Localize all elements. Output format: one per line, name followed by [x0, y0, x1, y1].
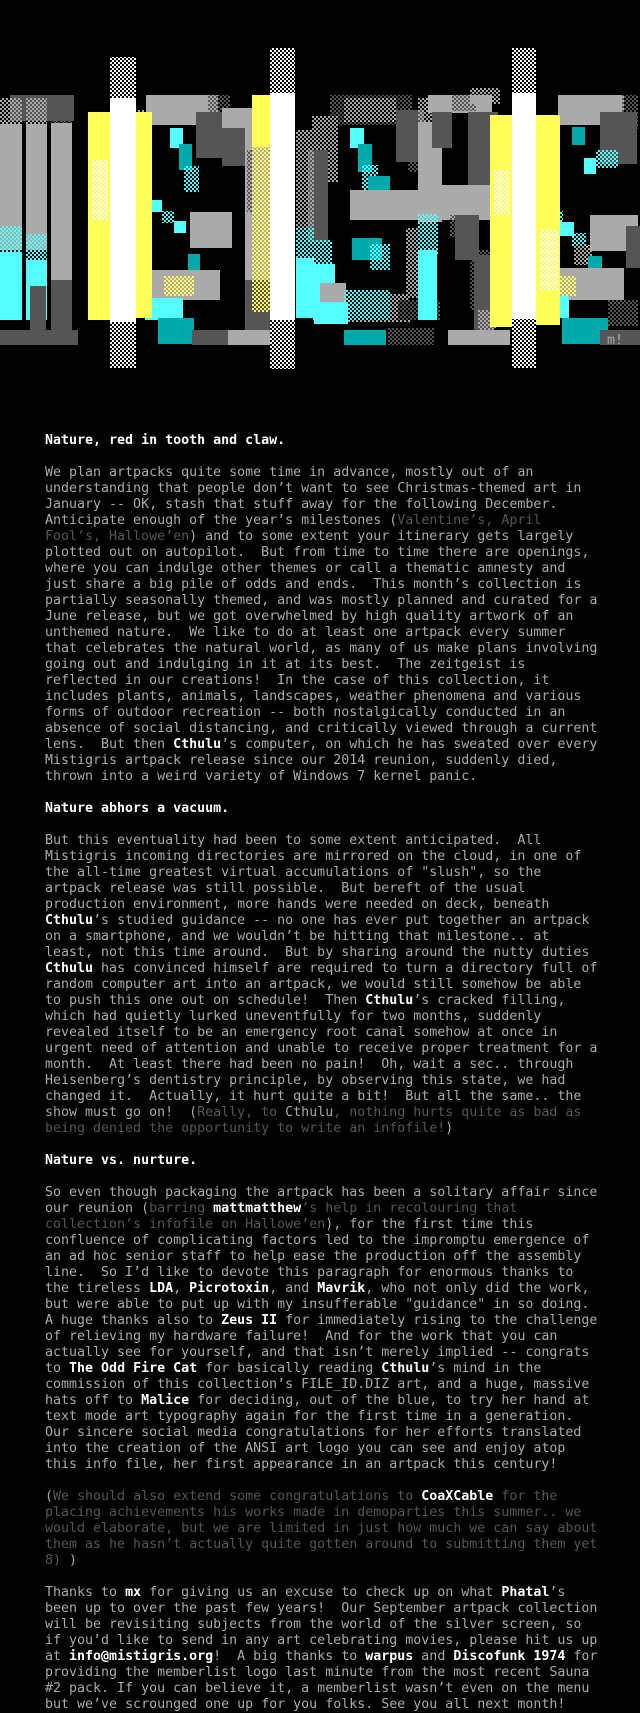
text-line: this info file, her first appearance in an artpack this century! [45, 1457, 558, 1472]
text-line: would elaborate, but we are limited in just how much we can say about [45, 1521, 598, 1536]
text-line: plotted out on autopilot. But from time to time there are openings, [45, 545, 590, 560]
text-line: placing achievements his works made in demoparties this summer.. we [45, 1505, 582, 1520]
text-line: into the creation of the ANSI art logo you can see and enjoy atop [45, 1441, 566, 1456]
blank-line [45, 1569, 640, 1585]
text-line: our reunion (barring mattmatthew’s help in recolouring that [45, 1201, 518, 1216]
text-line: January -- OK, stash that stuff away for the following December. [45, 497, 558, 512]
text-line: thrown into a weird variety of Windows 7 kernel panic. [45, 769, 478, 784]
text-line: Cthulu’s studied guidance -- no one has ever put together an artpack [45, 913, 590, 928]
text-line: artpack release was still possible. But bereft of the usual [45, 881, 526, 896]
text-line: absence of social distancing, and critically viewed through a current [45, 721, 598, 736]
text-line: where you can indulge other themes or call a thematic amnesty and [45, 561, 566, 576]
text-line: will be revisiting subjects from the world of the silver screen, so [45, 1617, 582, 1632]
text-line: production environment, more hands were needed on deck, beneath [45, 897, 550, 912]
text-line: Heisenberg’s dentistry principle, by observing this state, we had [45, 1073, 566, 1088]
text-line: just share a big pile of odds and ends. This month’s collection is [45, 577, 582, 592]
text-line: Nature vs. nurture. [45, 1153, 198, 1168]
text-line: month. At least there had been no pain! Oh, wait a sec.. through [45, 1057, 574, 1072]
text-line: line. So I’d like to devote this paragraph for enormous thanks to [45, 1265, 574, 1280]
text-line: Cthulu has convinced himself are required to turn a directory full of [45, 961, 598, 976]
text-line: to The Odd Fire Cat for basically reading Cthulu’s mind in the [45, 1361, 542, 1376]
text-line: actually see for yourself, and that isn’t merely implied -- congrats [45, 1345, 590, 1360]
infofile-text [45, 433, 640, 1713]
blank-line [45, 785, 640, 801]
text-line: providing the memberlist logo last minute from the most recent Sauna [45, 1665, 590, 1680]
text-line: Mistigris incoming directories are mirrored on the cloud, in one of [45, 849, 582, 864]
text-line: least, not this time around. But by sharing around the nutty duties [45, 945, 590, 960]
text-line: A huge thanks also to Zeus II for immediately rising to the challenge [45, 1313, 598, 1328]
blank-line [45, 1169, 640, 1185]
text-line: of relieving my hardware failure! And for the work that you can [45, 1329, 558, 1344]
text-line: which had quietly lurked uneventfully for two months, suddenly [45, 1009, 542, 1024]
text-line: revealed itself to be an emergency root canal somehow at once in [45, 1025, 558, 1040]
text-line: #2 pack. If you can believe it, a memberlist wasn’t even on the menu [45, 1681, 590, 1696]
text-line: going out and indulging in it at its best. The zeitgeist is [45, 657, 526, 672]
text-line: the all-time greatest virtual accumulations of "slush", so the [45, 865, 542, 880]
text-line: lens. But then Cthulu’s computer, on which he has sweated over every [45, 737, 598, 752]
text-line: been up to over the past few years! Our September artpack collection [45, 1601, 598, 1616]
text-line: but we’ve scrounged one up for you folks. See you all next month! [45, 1697, 566, 1712]
text-line: changed it. Actually, it hurt quite a bit! But all the same.. the [45, 1089, 582, 1104]
blank-line [45, 817, 640, 833]
text-line: an ad hoc senior staff to help ease the production off the assembly [45, 1249, 582, 1264]
text-line: Fool’s, Hallowe’en) and to some extent your itinerary gets largely [45, 529, 574, 544]
text-line: random computer art into an artpack, we would still somehow be able [45, 977, 582, 992]
text-line: Anticipate enough of the year’s milestones (Valentine’s, April [45, 513, 542, 528]
text-line: at info@mistigris.org! A big thanks to warpus and Discofunk 1974 for [45, 1649, 598, 1664]
text-line: commission of this collection’s FILE_ID.DIZ art, and a huge, massive [45, 1377, 590, 1392]
text-line: that celebrates the natural world, as many of us make plans involving [45, 641, 598, 656]
text-line: unthemed nature. We like to do at least one artpack every summer [45, 625, 566, 640]
text-line: Mistigris artpack release since our 2014 reunion, suddenly died, [45, 753, 558, 768]
text-line: 8) ) [45, 1553, 78, 1568]
blank-line [45, 1137, 640, 1153]
text-line: But this eventuality had been to some extent anticipated. All [45, 833, 542, 848]
text-line: to push this one out on schedule! Then Cthulu’s cracked filling, [45, 993, 566, 1008]
text-line: Our sincere social media congratulations for her efforts translated [45, 1425, 582, 1440]
text-line: We plan artpacks quite some time in advance, mostly out of an [45, 465, 534, 480]
blank-line [45, 1473, 640, 1489]
text-line: (We should also extend some congratulations to CoaXCable for the [45, 1489, 558, 1504]
mistigris-ansi-logo [0, 0, 640, 380]
text-line: show must go on! (Really, to Cthulu, nothing hurts quite as bad as [45, 1105, 582, 1120]
text-line: partially seasonally themed, and was mostly planned and curated for a [45, 593, 598, 608]
text-line: forms of outdoor recreation -- both nostalgically conducted in an [45, 705, 566, 720]
text-line: Nature, red in tooth and claw. [45, 433, 286, 448]
blank-line [45, 449, 640, 465]
text-line: June release, but we got overwhelmed by high quality artwork of an [45, 609, 574, 624]
text-line: collection’s infofile on Hallowe’en), for the first time this [45, 1217, 534, 1232]
text-line: but were able to put up with my insufferable "guidance" in so doing. [45, 1297, 590, 1312]
text-line: understanding that people don’t want to see Christmas-themed art in [45, 481, 582, 496]
text-line: if you’d like to send in any art celebrating movies, please hit us up [45, 1633, 598, 1648]
artist-signature: m! [607, 333, 624, 348]
text-line: on a smartphone, and we wouldn’t be hitting that milestone.. at [45, 929, 550, 944]
text-line: So even though packaging the artpack has been a solitary affair since [45, 1185, 598, 1200]
text-line: Thanks to mx for giving us an excuse to check up on what Phatal’s [45, 1585, 566, 1600]
text-line: them as he hasn’t actually quite gotten around to submitting them yet [45, 1537, 598, 1552]
text-line: includes plants, animals, landscapes, weather phenomena and various [45, 689, 582, 704]
text-line: Nature abhors a vacuum. [45, 801, 230, 816]
text-line: confluence of complicating factors led to the impromptu emergence of [45, 1233, 590, 1248]
text-line: the tireless LDA, Picrotoxin, and Mavrik, who not only did the work, [45, 1281, 590, 1296]
text-line: reflected in our creations! In the case of this collection, it [45, 673, 550, 688]
text-line: urgent need of attention and unable to receive proper treatment for a [45, 1041, 598, 1056]
text-line: being denied the opportunity to write an infofile!) [45, 1121, 454, 1136]
text-line: text mode art typography again for the first time in a generation. [45, 1409, 574, 1424]
text-line: hats off to Malice for deciding, out of the blue, to try her hand at [45, 1393, 590, 1408]
